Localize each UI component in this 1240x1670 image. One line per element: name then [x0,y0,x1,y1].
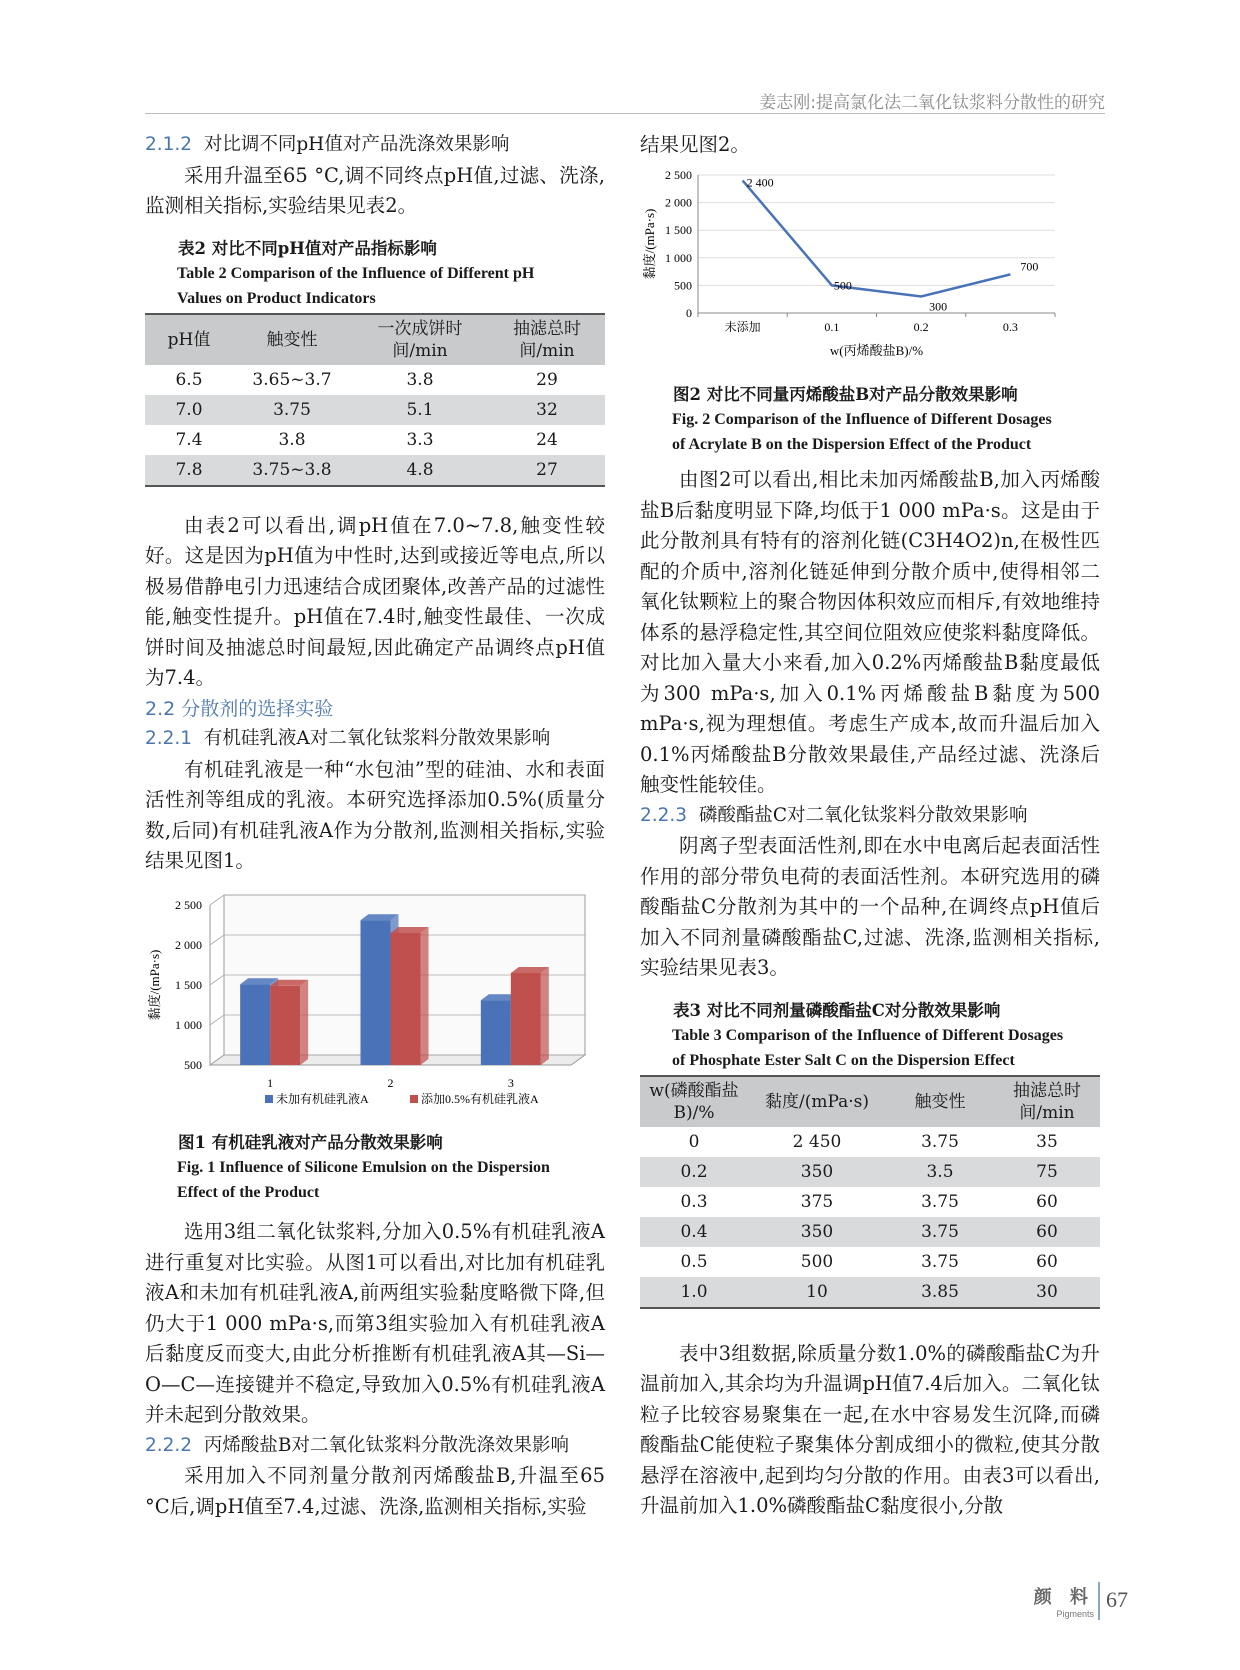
table-cell: 60 [1036,1191,1058,1212]
table-header: w(磷酸酯盐B)/% [640,1076,748,1127]
figure-2-line-chart [640,161,1100,371]
table-cell: 0 [688,1131,700,1152]
table-row [640,1157,1100,1187]
journal-name: 颜 料 [1033,1587,1094,1608]
figure2-caption-zh: 图2 对比不同量丙烯酸盐B对产品分散效果影响 [673,385,1018,404]
data-label: 300 [929,298,948,313]
table-cell: 3.85 [886,1277,994,1308]
page-number: 67 [1106,1587,1128,1612]
table-cell: 0.2 [640,1157,748,1187]
y-tick-label: 2 500 [665,167,692,182]
figure1-caption-en-1: Fig. 1 Influence of Silicone Emulsion on the Dispersion [177,1159,550,1176]
table-cell: 60 [1036,1251,1058,1272]
x-tick-label: 2 [387,1075,394,1090]
table-row [640,1127,1100,1157]
running-title: 姜志刚:提高氯化法二氧化钛浆料分散性的研究 [759,93,1105,113]
table-cell: 5.1 [351,395,489,425]
table-cell: 500 [800,1251,834,1272]
bar-side [421,927,429,1065]
table-header: 触变性 [233,314,351,365]
table-cell: 3.75 [886,1217,994,1247]
table-cell: 24 [536,429,558,450]
y-axis-label: 黏度/(mPa·s) [147,949,162,1020]
figure1-caption-zh: 图1 有机硅乳液对产品分散效果影响 [178,1133,443,1152]
section-number: 2.2.2 [145,1434,193,1456]
table-cell: 4.8 [351,455,489,486]
figure1-caption-en-2: Effect of the Product [177,1184,320,1201]
bar [511,973,541,1065]
table-cell: 0.5 [680,1251,708,1272]
table-header: 抽滤总时间/min [489,314,605,365]
y-tick-label: 2 000 [175,937,202,952]
y-tick-label: 0 [686,305,692,320]
y-axis-label: 黏度/(mPa·s) [642,208,657,279]
table-header: 抽滤总时间/min [994,1076,1100,1127]
table-cell: 0.3 [680,1191,708,1212]
data-label: 500 [833,277,852,292]
table-cell: 7.8 [145,455,233,486]
table3-caption-en-2: of Phosphate Ester Salt C on the Dispersion Effect [672,1051,1015,1069]
y-tick-label: 2 000 [665,195,692,210]
journal-name-en: Pigments [1056,1609,1094,1619]
table-cell: 2 450 [792,1131,842,1152]
table2-caption-en-2: Values on Product Indicators [177,289,376,307]
figure-1-bar-chart [145,887,605,1117]
table-cell: 32 [489,395,605,425]
paragraph: 阴离子型表面活性剂,即在水中电离后起表面活性作用的部分带负电荷的表面活性剂。本研究选用的磷酸酯盐C分散剂为其中的一个品种,在调终点pH值后加入不同剂量磷酸酯盐C,过滤、洗涤,监测相关指标,实验结果见表3。 [640,834,1100,979]
table-cell: 7.0 [145,395,233,425]
table-header: 一次成饼时间/min [351,314,489,365]
table-row [640,1277,1100,1308]
table-row [640,1187,1100,1217]
table-cell: 3.8 [278,429,306,450]
section-title: 丙烯酸盐B对二氧化钛浆料分散洗涤效果影响 [203,1434,569,1456]
table-cell: 29 [536,369,558,390]
left-column [145,130,605,1522]
x-tick-label: 1 [267,1075,274,1090]
table-row [145,395,605,425]
section-title: 对比调不同pH值对产品洗涤效果影响 [203,134,510,155]
paragraph: 由图2可以看出,相比未加丙烯酸盐B,加入丙烯酸盐B后黏度明显下降,均低于1 000 mPa·s。这是由于此分散剂具有特有的溶剂化链(C3H4O2)n,在极性匹配的介质中,溶剂化链延伸到分散介质中,使得相邻二氧化钛颗粒上的聚合物因体积效应而相斥,有效地维持体系的悬浮稳定性,其空间位阻效应使浆料黏度降低。对比加入量大小来看,加入0.2%丙烯酸盐B黏度最低为300 mPa·s,加入0.1%丙烯酸盐B黏度为500 mPa·s,视为理想值。考虑生产成本,故而升温后加入0.1%丙烯酸盐B分散效果最佳,产品经过滤、洗涤后触变性能较佳。 [640,468,1100,796]
table2-caption-en-1: Table 2 Comparison of the Influence of Different pH [177,264,535,282]
table-row [145,425,605,455]
table-cell: 3.75 [921,1191,959,1212]
table-header: pH值 [145,314,233,365]
section-title: 磷酸酯盐C对二氧化钛浆料分散效果影响 [698,804,1028,826]
x-tick-label: 0.3 [1002,319,1018,334]
x-tick-label: 3 [507,1075,514,1090]
section-2-2-1-heading [145,724,605,755]
table-cell: 60 [994,1217,1100,1247]
section-2-2-3-heading [640,801,1100,832]
table-cell: 3.3 [406,429,434,450]
y-tick-label: 1 500 [175,977,202,992]
right-column [640,130,1100,1522]
paragraph: 结果见图2。 [640,133,750,156]
x-tick-label: 未添加 [724,319,761,334]
figure2-caption-en-2: of Acrylate B on the Dispersion Effect of the Product [672,436,1032,453]
bar [481,1000,511,1065]
header-rule [145,113,1105,114]
section-number: 2.1.2 [145,134,193,155]
section-number: 2.2.1 [145,728,193,749]
table-cell: 3.75 [921,1131,959,1152]
table3-caption-en-1: Table 3 Comparison of the Influence of Different Dosages [672,1026,1064,1044]
paragraph: 选用3组二氧化钛浆料,分加入0.5%有机硅乳液A进行重复对比实验。从图1可以看出,对比加有机硅乳液A和未加有机硅乳液A,前两组实验黏度略微下降,但仍大于1 000 mPa·s,而第3组实验加入有机硅乳液A后黏度反而变大,由此分析推断有机硅乳液A其—Si—O—C—连接键并不稳定,导致加入0.5%有机硅乳液A并未起到分散效果。 [145,1220,605,1426]
paragraph: 有机硅乳液是一种“水包油”型的硅油、水和表面活性剂等组成的乳液。本研究选择添加0.5%(质量分数,后同)有机硅乳液A作为分散剂,监测相关指标,实验结果见图1。 [145,757,605,872]
footer-divider [1098,1582,1100,1620]
data-label: 700 [1020,258,1039,273]
x-tick-label: 0.2 [913,319,929,334]
table-cell: 3.65~3.7 [252,369,332,390]
y-tick-label: 1 500 [665,222,692,237]
y-tick-label: 500 [184,1057,202,1072]
bar-side [300,979,308,1064]
legend-label: 未加有机硅乳液A [276,1091,369,1106]
figure2-caption-en-1: Fig. 2 Comparison of the Influence of Different Dosages [672,411,1052,428]
y-tick-label: 2 500 [175,897,202,912]
y-tick-label: 1 000 [175,1017,202,1032]
section-2-2-heading: 2.2 分散剂的选择实验 [145,697,334,720]
section-number: 2.2.3 [640,804,688,826]
table-cell: 35 [1036,1131,1058,1152]
table-cell: 6.5 [175,369,203,390]
table-cell: 350 [748,1157,886,1187]
table-cell: 3.5 [886,1157,994,1187]
table-cell: 3.8 [406,369,434,390]
data-label: 2 400 [746,175,774,190]
table-row [145,455,605,486]
table-row [145,365,605,395]
bar-side [541,967,549,1065]
x-axis-label: w(丙烯酸盐B)/% [829,342,924,358]
table-cell: 27 [489,455,605,486]
table-cell: 30 [994,1277,1100,1308]
legend-swatch [410,1095,418,1103]
paragraph: 采用加入不同剂量分散剂丙烯酸盐B,升温至65 °C后,调pH值至7.4,过滤、洗涤,监测相关指标,实验 [145,1464,605,1518]
paragraph: 由表2可以看出,调pH值在7.0~7.8,触变性较好。这是因为pH值为中性时,达到或接近等电点,所以极易借静电引力迅速结合成团聚体,改善产品的过滤性能,触变性提升。pH值在7.4时,触变性最佳、一次成饼时间及抽滤总时间最短,因此确定产品调终点pH值为7.4。 [145,513,605,689]
table-header: 触变性 [886,1076,994,1127]
table-cell: 375 [800,1191,834,1212]
table2-caption-zh: 表2 对比不同pH值对产品指标影响 [178,238,437,258]
paragraph: 采用升温至65 °C,调不同终点pH值,过滤、洗涤,监测相关指标,实验结果见表2。 [145,163,605,217]
section-2-1-2-heading [145,130,605,161]
table-cell: 3.75 [233,395,351,425]
table-cell: 3.75~3.8 [233,455,351,486]
table-3 [640,1075,1100,1309]
x-tick-label: 0.1 [824,319,840,334]
table-2 [145,313,605,487]
table-cell: 7.4 [175,429,203,450]
table-row [640,1217,1100,1247]
table-cell: 75 [994,1157,1100,1187]
table-cell: 350 [748,1217,886,1247]
table-cell: 10 [748,1277,886,1308]
paragraph: 表中3组数据,除质量分数1.0%的磷酸酯盐C为升温前加入,其余均为升温调pH值7.4后加入。二氧化钛粒子比较容易聚集在一起,在水中容易发生沉降,而磷酸酯盐C能使粒子聚集体分割成细小的微粒,使其分散悬浮在溶液中,起到均匀分散的作用。由表3可以看出,升温前加入1.0%磷酸酯盐C黏度很小,分散 [640,1341,1100,1517]
section-title: 有机硅乳液A对二氧化钛浆料分散效果影响 [203,728,551,749]
y-tick-label: 1 000 [665,250,692,265]
table-row [640,1247,1100,1277]
table-cell: 1.0 [640,1277,748,1308]
journal-name-block [1010,1583,1094,1619]
legend-label: 添加0.5%有机硅乳液A [421,1091,539,1106]
table-cell: 3.75 [921,1251,959,1272]
bar [240,984,270,1065]
bar [361,920,391,1065]
bar [270,985,300,1064]
section-2-2-2-heading [145,1431,605,1462]
y-tick-label: 500 [674,277,692,292]
series-line [743,180,1011,296]
table-cell: 0.4 [640,1217,748,1247]
table3-caption-zh: 表3 对比不同剂量磷酸酯盐C对分散效果影响 [673,1000,1001,1020]
legend-swatch [265,1095,273,1103]
table-header: 黏度/(mPa·s) [748,1076,886,1127]
bar [391,933,421,1065]
